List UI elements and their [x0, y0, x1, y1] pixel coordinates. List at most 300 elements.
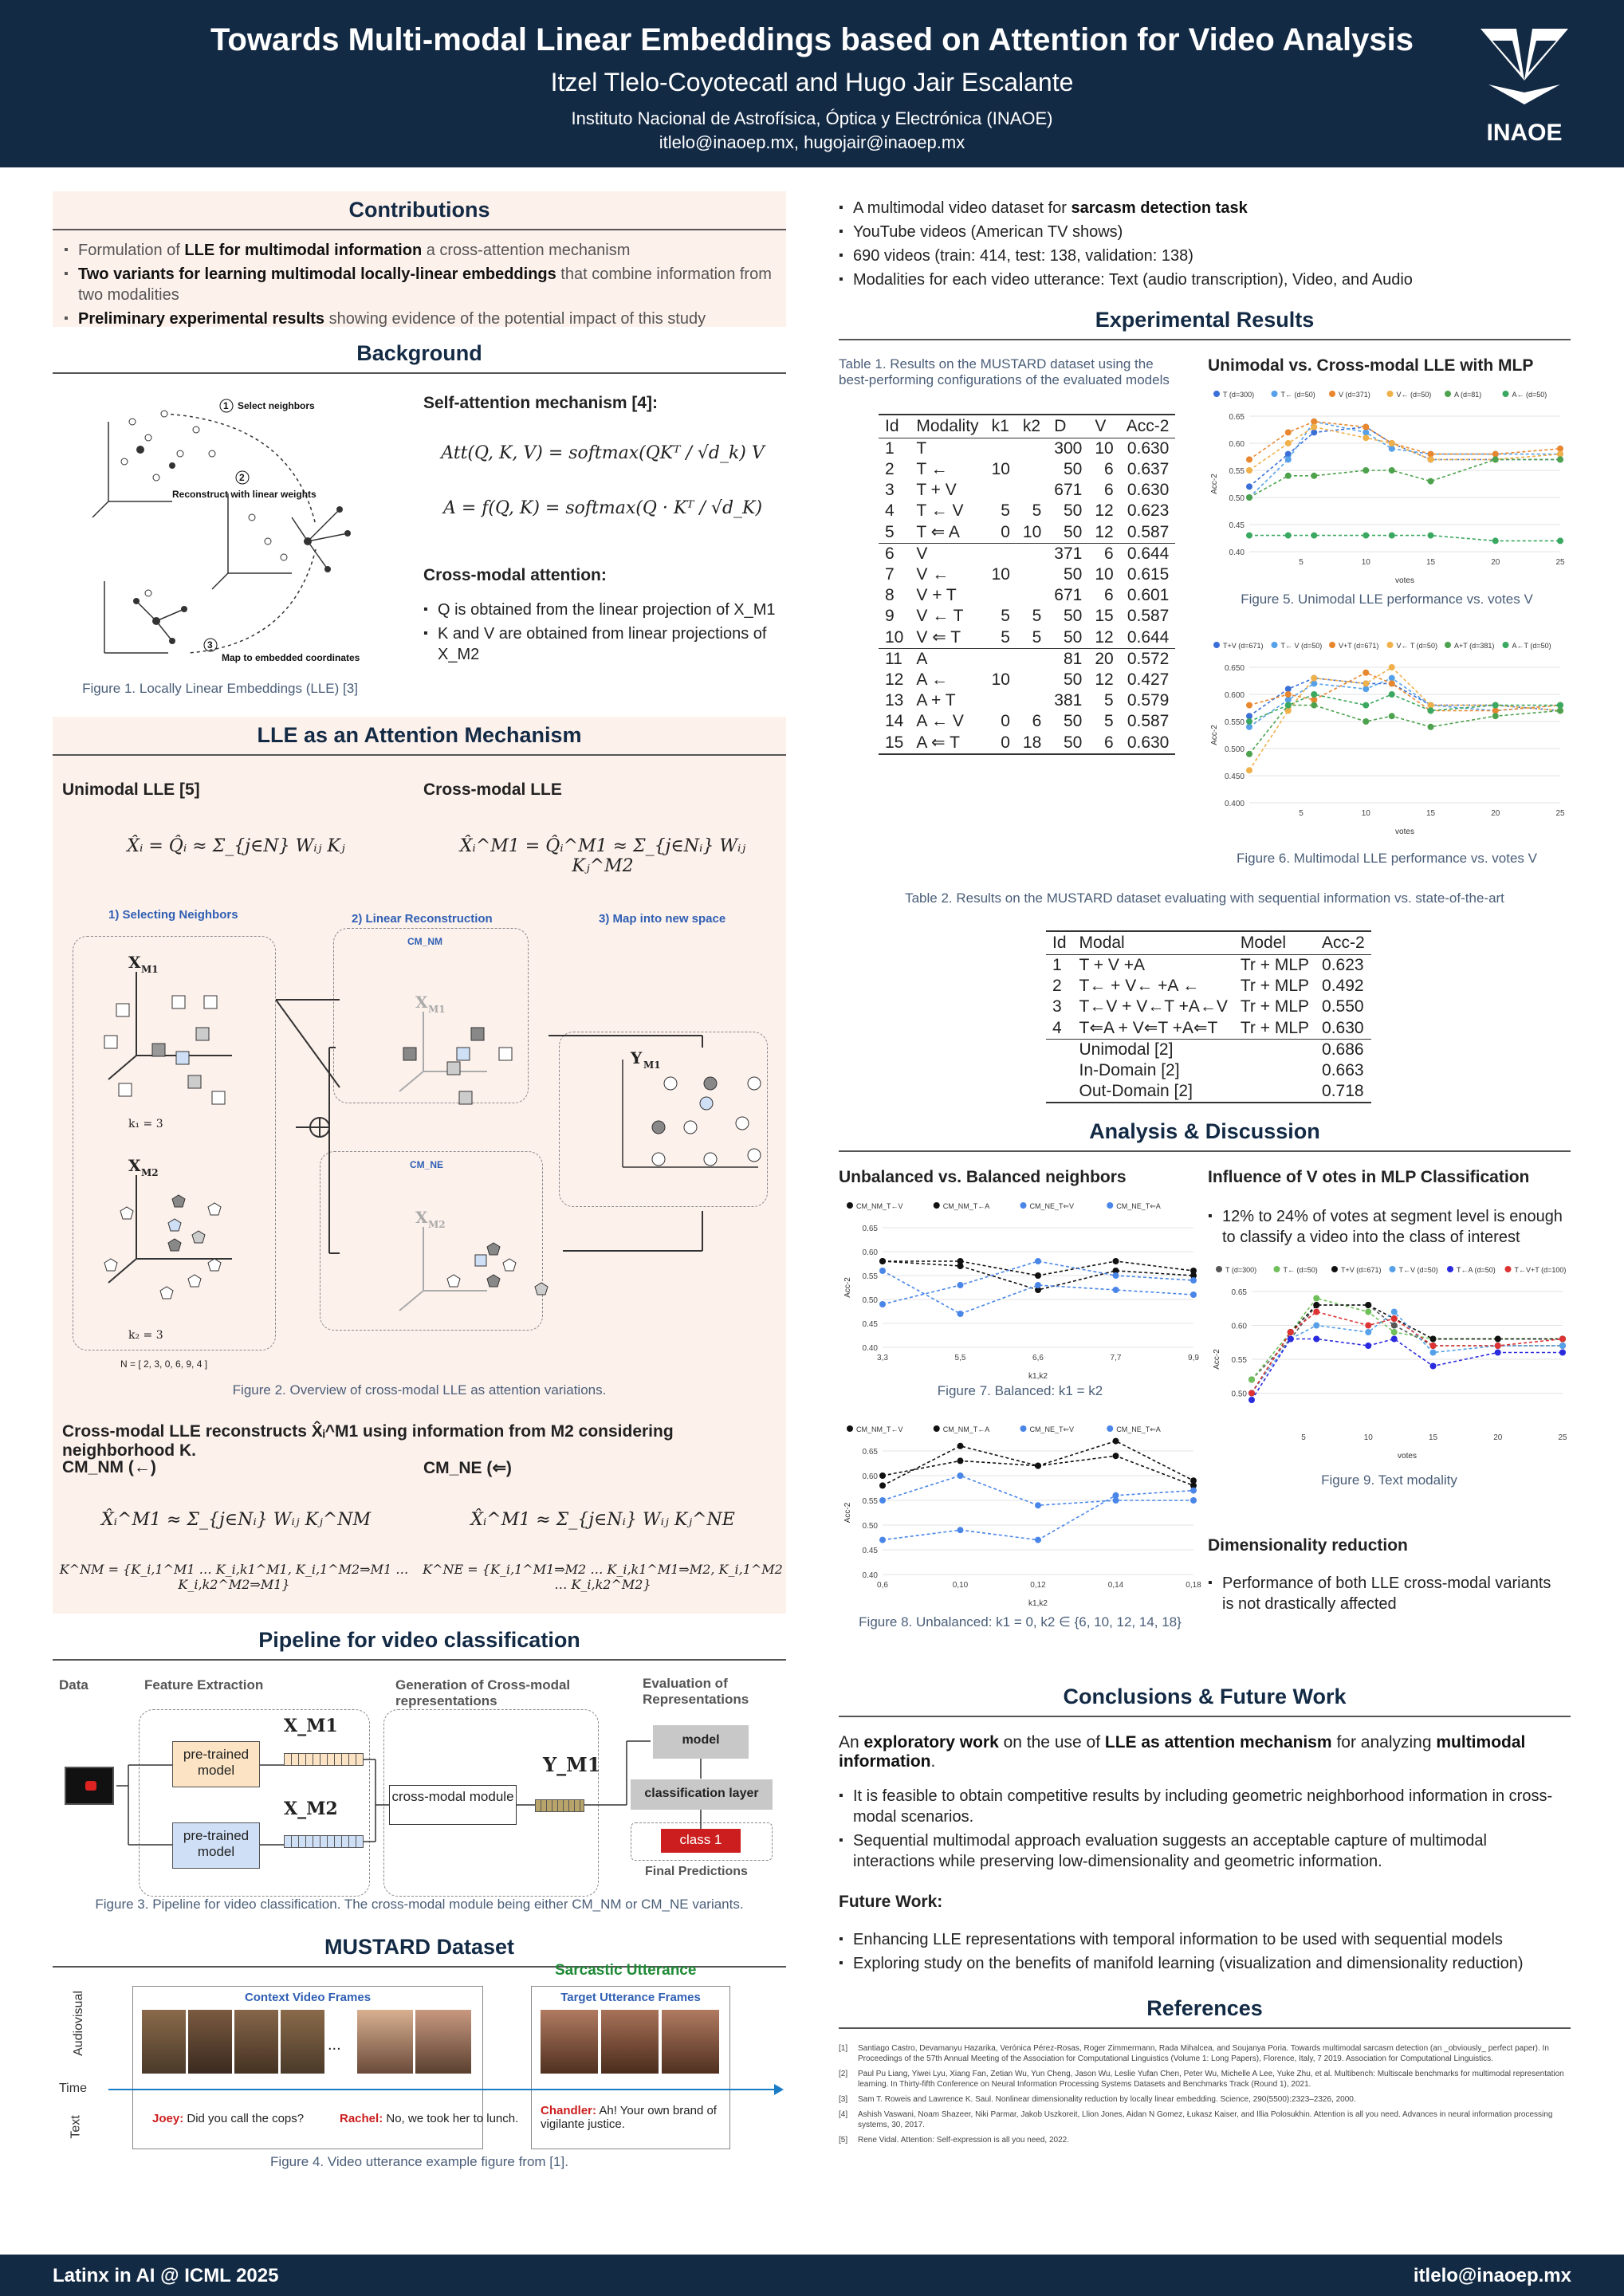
table1-cell	[1016, 544, 1048, 565]
data-point	[1363, 424, 1369, 431]
legend-marker	[1272, 391, 1278, 397]
table1-cell: 9	[885, 607, 895, 625]
series-line	[1249, 694, 1560, 721]
contributions-title: Contributions	[53, 191, 786, 230]
table1-cell	[1016, 690, 1048, 711]
legend-label: V (d=371)	[1339, 391, 1370, 399]
pretrained-model-2: pre-trained model	[172, 1822, 260, 1869]
table1-cell: 671	[1054, 586, 1083, 604]
footer-email: itlelo@inaoep.mx	[1413, 2265, 1571, 2286]
y-tick-label: 0.450	[1224, 773, 1245, 781]
table1-cell: 5	[1032, 607, 1042, 625]
data-point	[1246, 467, 1252, 474]
x-axis-label: votes	[1395, 576, 1414, 585]
legend-marker	[847, 1425, 853, 1432]
table1-cell: 5	[1104, 691, 1114, 710]
data-point	[1035, 1272, 1041, 1279]
table1-cell: 50	[1063, 460, 1083, 478]
legend-label: CM_NE_T⇐V	[1029, 1425, 1075, 1433]
legend-label: A←T (d=50)	[1512, 642, 1551, 650]
table1-cell: 5	[1001, 627, 1010, 647]
cm-ne-eq: X̂ᵢ^M1 ≈ Σ_{j∈Nᵢ} Wᵢⱼ Kⱼ^NE	[470, 1510, 735, 1530]
series-line	[883, 1456, 1193, 1485]
legend-label: CM_NE_T⇐A	[1116, 1425, 1161, 1433]
data-point	[1246, 483, 1252, 489]
y-tick-label: 0.65	[862, 1225, 878, 1233]
legend-label: T+V (d=671)	[1223, 642, 1264, 650]
data-point	[1363, 434, 1369, 441]
table1-cell: 0.572	[1120, 649, 1176, 670]
fig9-caption: Figure 9. Text modality	[1321, 1472, 1457, 1488]
data-point	[1285, 473, 1292, 479]
svg-text:M2: M2	[428, 1219, 446, 1230]
unimodal-vs-crossmodal-title: Unimodal vs. Cross-modal LLE with MLP	[1208, 356, 1534, 375]
table1-cell: 381	[1054, 691, 1083, 710]
table1-cell: 371	[1048, 544, 1088, 565]
y-tick-label: 0.55	[862, 1497, 878, 1506]
cm-ne-title: CM_NE (⇐)	[423, 1459, 512, 1477]
svg-text:1: 1	[223, 400, 229, 411]
fig5-chart	[1205, 384, 1568, 588]
legend-label: T← (d=50)	[1280, 391, 1315, 399]
table1-row	[879, 438, 1175, 460]
data-point	[1428, 478, 1434, 485]
table1-cell: 6	[1032, 712, 1042, 730]
legend-marker	[1329, 391, 1335, 397]
left-column	[53, 191, 786, 2168]
data-point	[879, 1301, 886, 1307]
conclusions-title: Conclusions & Future Work	[839, 1678, 1571, 1717]
svg-text:X: X	[128, 1156, 141, 1175]
future-bullet-2: ▪ Exploring study on the benefits of manifold learning (visualization and dimensionality reduction)	[839, 1953, 1571, 1974]
table1-row	[879, 459, 1175, 480]
table1-cell: 50	[1063, 607, 1083, 625]
y-tick-label: 0.60	[862, 1472, 878, 1481]
unimodal-eq: X̂ᵢ = Q̂ᵢ ≈ Σ_{j∈N} Wᵢⱼ Kⱼ	[127, 836, 345, 856]
dataset-info-item: ▪ A multimodal video dataset for sarcasm detection task	[839, 198, 1571, 218]
x-tick-label: 0,6	[877, 1581, 888, 1590]
table1-row	[879, 711, 1175, 732]
data-point	[1492, 451, 1499, 458]
table2-cell: 0.630	[1322, 1018, 1364, 1037]
y-tick-label: 0.50	[1231, 1390, 1247, 1399]
legend-label: T (d=300)	[1225, 1266, 1257, 1274]
data-point	[1288, 1329, 1294, 1335]
table1-cell: 11	[879, 649, 910, 670]
background-title: Background	[53, 335, 786, 374]
svg-text:X: X	[128, 953, 141, 972]
legend-label: A+T (d=381)	[1454, 642, 1495, 650]
legend-marker	[1272, 642, 1278, 648]
legend-label: T← (d=50)	[1283, 1266, 1318, 1274]
table1-cell: 10	[1022, 522, 1042, 541]
y-tick-label: 0.50	[1229, 494, 1245, 503]
inaoe-logo	[1473, 21, 1576, 148]
y-tick-label: 0.45	[862, 1547, 878, 1555]
table1-cell: 0	[985, 732, 1016, 754]
table2-cell: 1	[1052, 956, 1062, 974]
cross-bullet-2: ▪ K and V are obtained from linear projections of X_M2	[423, 623, 782, 665]
attention-eq-2: A = f(Q, K) = softmax(Q · Kᵀ / √d_K)	[442, 498, 763, 518]
pipeline-title: Pipeline for video classification	[53, 1622, 786, 1661]
svg-text:2: 2	[239, 472, 245, 483]
table1-cell	[1016, 585, 1048, 606]
table1-cell: 10	[991, 565, 1010, 584]
legend-marker	[1503, 642, 1509, 648]
table2-header: Acc-2	[1315, 931, 1371, 955]
table1-cell: A + T	[916, 691, 956, 710]
legend-marker	[1445, 391, 1451, 397]
svg-text:Y: Y	[631, 1048, 643, 1067]
data-point	[1428, 533, 1434, 539]
contribution-item: ▪ Two variants for learning multimodal locally-linear embeddings that combine information from two modalities	[64, 264, 775, 305]
cm-nm-title: CM_NM (←)	[62, 1458, 156, 1476]
fig4-caption: Figure 4. Video utterance example figure from [1].	[270, 2154, 568, 2169]
table1-cell: 0.630	[1127, 439, 1170, 458]
svg-text:M2: M2	[141, 1167, 159, 1178]
data-point	[1248, 1397, 1255, 1403]
lle-diagram	[53, 390, 387, 677]
table1-cell: 1	[885, 439, 895, 458]
data-point	[1492, 713, 1499, 719]
legend-label: A← (d=50)	[1512, 391, 1547, 399]
joey-line: Joey: Did you call the cops?	[152, 2112, 305, 2125]
x-tick-label: 5	[1299, 558, 1304, 567]
x-tick-label: 25	[1555, 809, 1565, 818]
text-label: Text	[69, 2115, 83, 2139]
sarcastic-utterance-label: Sarcastic Utterance	[555, 1962, 697, 1979]
step-1-label: 1) Selecting Neighbors	[108, 908, 238, 922]
table1-row	[879, 480, 1175, 501]
y-tick-label: 0.500	[1224, 745, 1245, 754]
y-tick-label: 0.60	[1231, 1322, 1247, 1331]
data-point	[1557, 456, 1563, 462]
x-tick-label: 25	[1558, 1433, 1567, 1442]
legend-label: A (d=81)	[1454, 391, 1482, 399]
legend-label: T←A (d=50)	[1457, 1266, 1496, 1274]
fig6-caption: Figure 6. Multimodal LLE performance vs. votes V	[1237, 851, 1537, 866]
legend-marker	[934, 1425, 940, 1432]
x-tick-label: 5	[1301, 1433, 1306, 1442]
x-axis-label: votes	[1395, 828, 1414, 836]
chandler-line: Chandler: Ah! Your own brand of vigilante justice.	[541, 2104, 717, 2131]
table1-cell: 20	[1088, 649, 1119, 670]
y-tick-label: 0.40	[862, 1571, 878, 1580]
data-point	[1113, 1453, 1119, 1459]
data-point	[957, 1282, 964, 1288]
svg-text:X: X	[415, 1208, 428, 1227]
data-point	[1035, 1282, 1041, 1288]
table1-cell: A ⇐ T	[910, 732, 985, 754]
table1-cell: A ← V	[916, 712, 964, 730]
table1-cell	[985, 690, 1016, 711]
data-point	[1190, 1497, 1197, 1504]
table1-cell: 50	[1063, 522, 1083, 541]
x-axis-label: k1,k2	[1028, 1599, 1048, 1608]
table1-cell	[985, 585, 1016, 606]
table1-cell: 671	[1054, 481, 1083, 499]
data-point	[957, 1258, 964, 1264]
data-point	[1428, 724, 1434, 730]
table1-cell: 15	[879, 732, 910, 754]
data-point	[1285, 702, 1292, 709]
legend-marker	[934, 1202, 940, 1209]
pipeline-evaluation-label: Evaluation of Representations	[643, 1676, 749, 1707]
data-point	[957, 1457, 964, 1464]
svg-text:3: 3	[207, 639, 213, 651]
table1-cell	[985, 480, 1016, 501]
table2-sota-row	[1046, 1060, 1371, 1081]
data-point	[1365, 1323, 1371, 1329]
table1-cell: V + T	[916, 586, 957, 604]
legend-label: T← V (d=50)	[1280, 642, 1323, 650]
data-point	[1311, 424, 1317, 431]
context-frame-3	[234, 2010, 278, 2074]
data-point	[1428, 707, 1434, 714]
data-point	[1389, 440, 1395, 446]
x-tick-label: 15	[1425, 558, 1436, 567]
fig6-chart	[1205, 635, 1568, 839]
table1-cell: 0.587	[1127, 712, 1170, 730]
y-tick-label: 0.50	[862, 1522, 878, 1531]
table1-cell	[985, 544, 1016, 565]
legend-marker	[1213, 642, 1220, 648]
series-line	[1252, 1305, 1563, 1394]
experimental-title: Experimental Results	[839, 301, 1571, 340]
table1-cell: 13	[885, 691, 904, 710]
y-tick-label: 0.55	[1231, 1356, 1247, 1365]
legend-marker	[1445, 642, 1451, 648]
table2-header: Modal	[1073, 931, 1234, 955]
table1-cell: 50	[1063, 712, 1083, 730]
poster-emails: itlelo@inaoep.mx, hugojair@inaoep.mx	[659, 132, 965, 152]
dim-bullets	[1208, 1573, 1559, 1618]
table1-row	[879, 670, 1175, 690]
target-frame-1	[541, 2010, 598, 2074]
unbalanced-title: Unbalanced vs. Balanced neighbors	[839, 1168, 1127, 1186]
y-tick-label: 0.65	[1231, 1288, 1247, 1297]
table1-cell: 12	[1095, 670, 1114, 689]
legend-label: V+T (d=671)	[1339, 642, 1379, 650]
table1-caption: Table 1. Results on the MUSTARD dataset using the best-performing configurations of the evaluated models	[839, 356, 1170, 387]
context-frame-4	[281, 2010, 324, 2074]
crossmodal-eq: X̂ᵢ^M1 = Q̂ᵢ^M1 ≈ Σ_{j∈Nᵢ} Wᵢⱼ Kⱼ^M2	[459, 836, 746, 876]
table2-header: Model	[1234, 931, 1315, 955]
final-predictions-label: Final Predictions	[645, 1865, 748, 1878]
lle-attention-title: LLE as an Attention Mechanism	[53, 717, 786, 756]
data-point	[1557, 702, 1563, 709]
attention-eq-1: Att(Q, K, V) = softmax(QKᵀ / √d_k) V	[441, 443, 765, 463]
table1-cell: 3	[885, 481, 895, 499]
data-point	[1363, 533, 1369, 539]
k1-label: k₁ = 3	[128, 1118, 163, 1130]
table2-row	[1046, 1017, 1371, 1040]
pipeline-data-label: Data	[59, 1677, 88, 1693]
context-frames-label: Context Video Frames	[244, 1991, 372, 2004]
x-tick-label: 0,10	[952, 1581, 969, 1590]
data-point	[1285, 429, 1292, 435]
series-line	[883, 1491, 1193, 1540]
data-point	[1285, 440, 1292, 446]
y-tick-label: 0.600	[1224, 691, 1245, 700]
table2-cell: 0.550	[1322, 997, 1364, 1016]
legend-marker	[1329, 642, 1335, 648]
data-point	[1391, 1315, 1398, 1322]
data-point	[1391, 1336, 1398, 1343]
data-point	[1311, 675, 1317, 682]
poster-title: Towards Multi-modal Linear Embeddings based on Attention for Video Analysis	[210, 22, 1414, 57]
table1-row	[879, 690, 1175, 711]
table1-row	[879, 585, 1175, 606]
table1-row	[879, 564, 1175, 585]
data-point	[1389, 675, 1395, 682]
cross-modal-bullets	[423, 600, 782, 665]
table1-cell: 10	[991, 460, 1010, 478]
data-point	[1311, 533, 1317, 539]
table1-cell	[985, 649, 1016, 670]
data-point	[1285, 691, 1292, 698]
x-axis-label: k1,k2	[1028, 1372, 1048, 1381]
contributions-section	[53, 191, 786, 327]
y-tick-label: 0.45	[1229, 521, 1245, 530]
y-tick-label: 0.650	[1224, 664, 1245, 673]
legend-marker	[1387, 391, 1394, 397]
table1-cell: 50	[1063, 501, 1083, 520]
legend-marker	[1107, 1202, 1113, 1209]
data-point	[1559, 1343, 1566, 1349]
legend-marker	[1213, 391, 1220, 397]
legend-marker	[1387, 642, 1394, 648]
data-point	[1246, 718, 1252, 725]
data-point	[957, 1472, 964, 1479]
table1-header: Modality	[910, 415, 985, 438]
x-tick-label: 0,18	[1186, 1581, 1201, 1590]
data-point	[1035, 1502, 1041, 1508]
data-point	[1246, 702, 1252, 709]
table1-cell: T + V	[916, 481, 957, 499]
table1-cell: 6	[1088, 732, 1119, 754]
data-point	[1492, 537, 1499, 544]
table1-cell: 50	[1063, 627, 1083, 647]
series-line	[1249, 427, 1560, 487]
lle-attention-section	[53, 717, 786, 1614]
series-line	[1249, 678, 1560, 717]
table1-cell: 5	[1032, 627, 1042, 647]
data-point	[1190, 1277, 1197, 1284]
table1-cell: T	[916, 439, 927, 458]
table1-row	[879, 501, 1175, 521]
footer-venue: Latinx in AI @ ICML 2025	[53, 2265, 279, 2286]
table1-row	[879, 521, 1175, 544]
xm1-label: X_M1	[284, 1716, 338, 1736]
legend-label: T←V+T (d=100)	[1514, 1266, 1567, 1274]
table1-cell: 0.579	[1127, 691, 1170, 710]
svg-text:X: X	[415, 993, 428, 1012]
y-tick-label: 0.50	[862, 1296, 878, 1305]
x-tick-label: 15	[1425, 809, 1436, 818]
table2-cell: Tr + MLP	[1240, 977, 1310, 995]
future-bullet-1: ▪ Enhancing LLE representations with temporal information to be used with sequential models	[839, 1929, 1571, 1950]
data-point	[957, 1311, 964, 1317]
data-point	[1430, 1363, 1437, 1370]
k2-label: k₂ = 3	[128, 1329, 163, 1342]
y-tick-label: 0.40	[1229, 548, 1245, 557]
contributions-list	[53, 230, 786, 342]
y-axis-label: Acc-2	[843, 1502, 852, 1523]
table1-cell: 18	[1016, 732, 1048, 754]
y-tick-label: 0.65	[1229, 413, 1245, 422]
cross-modal-attention-title: Cross-modal attention:	[423, 566, 607, 584]
data-point	[1311, 429, 1317, 435]
table1-header: Id	[879, 415, 910, 438]
table1-cell: 0.644	[1120, 544, 1176, 565]
dataset-info-item: ▪ YouTube videos (American TV shows)	[839, 222, 1571, 242]
x-tick-label: 10	[1361, 809, 1370, 818]
conclusions-bullets	[839, 1786, 1571, 1872]
data-point	[1557, 451, 1563, 458]
table1-cell: 12	[1095, 501, 1114, 520]
series-line	[1252, 1339, 1563, 1401]
x-tick-label: 10	[1363, 1433, 1373, 1442]
y-tick-label: 0.45	[862, 1320, 878, 1329]
table1-cell: 8	[885, 586, 895, 604]
table2-cell: Tr + MLP	[1240, 997, 1310, 1016]
legend-marker	[1505, 1266, 1512, 1272]
unimodal-lle-title: Unimodal LLE [5]	[62, 780, 200, 799]
data-point	[1035, 1463, 1041, 1469]
table1-cell: 6	[879, 544, 910, 565]
data-point	[1391, 1309, 1398, 1315]
y-tick-label: 0.400	[1224, 800, 1245, 808]
table1-cell	[1016, 459, 1048, 480]
data-point	[1363, 718, 1369, 725]
legend-label: T (d=300)	[1223, 391, 1255, 399]
step-2-label: 2) Linear Reconstruction	[352, 912, 493, 926]
table1-cell: 10	[885, 627, 904, 647]
data-point	[1389, 713, 1395, 719]
step-3-label: 3) Map into new space	[599, 912, 726, 926]
table1-cell: 6	[1088, 544, 1119, 565]
data-point	[1113, 1438, 1119, 1445]
reference-item: [4] Ashish Vaswani, Noam Shazeer, Niki Parmar, Jakob Uszkoreit, Llion Jones, Aidan N Gomez, Łukasz Kaiser, and Illia Polosukhin. Attention is all you need. Advances in neural information processing systems, 30, 2017.	[839, 2110, 1553, 2129]
classification-layer-box: classification layer	[631, 1779, 773, 1810]
table1-cell: 10	[1095, 565, 1114, 584]
table1-cell	[1016, 649, 1048, 670]
cross-modal-lle-diagram	[73, 936, 770, 1350]
cm-nm-eq: X̂ᵢ^M1 ≈ Σ_{j∈Nᵢ} Wᵢⱼ Kⱼ^NM	[100, 1510, 372, 1530]
data-point	[957, 1443, 964, 1449]
cross-modal-module: cross-modal module	[389, 1785, 517, 1825]
table2-sota-row	[1046, 1040, 1371, 1061]
table1-cell: T ← V	[916, 501, 964, 520]
data-point	[1311, 419, 1317, 425]
poster-footer	[0, 2255, 1624, 2296]
y-tick-label: 0.60	[862, 1248, 878, 1257]
table1-cell: 4	[885, 501, 895, 520]
y-tick-label: 0.60	[1229, 440, 1245, 449]
svg-text:M1: M1	[428, 1004, 446, 1015]
x-tick-label: 7,7	[1110, 1354, 1122, 1362]
data-point	[1113, 1258, 1119, 1264]
poster-header	[0, 0, 1624, 167]
votes-bullet: ▪ 12% to 24% of votes at segment level is enough to classify a video into the class of interest	[1208, 1206, 1567, 1248]
k-nm-set: K^NM = {K_i,1^M1 … K_i,k1^M1, K_i,1^M2⇒M1 … K_i,k2^M2⇒M1}	[59, 1562, 409, 1592]
x-tick-label: 20	[1491, 558, 1500, 567]
table2-cell: In-Domain [2]	[1079, 1061, 1180, 1079]
series-line	[1249, 459, 1560, 497]
table2-cell: T←V + V←T +A←V	[1079, 997, 1228, 1016]
pretrained-model-1: pre-trained model	[172, 1741, 260, 1787]
